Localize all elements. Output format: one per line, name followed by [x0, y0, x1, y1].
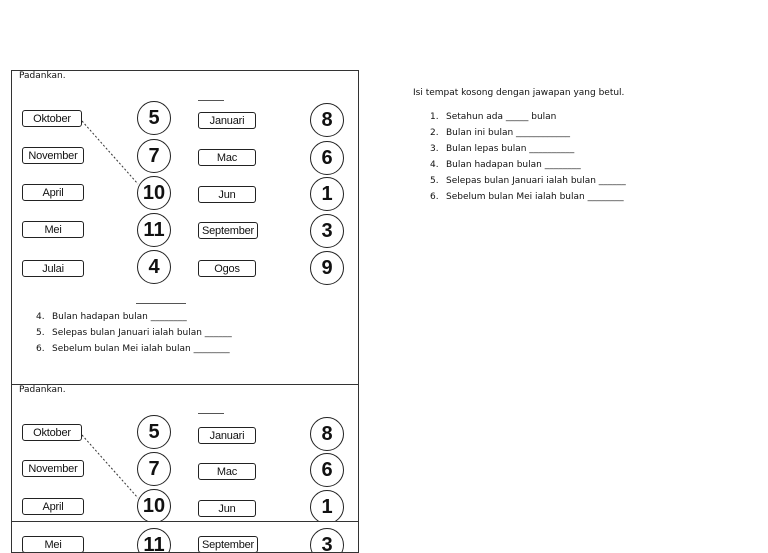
number-badge: 6: [310, 453, 344, 487]
matching-panel-strip: [11, 521, 359, 553]
question-row: 5. Selepas bulan Januari ialah bulan ______: [36, 328, 232, 338]
number-badge: 7: [137, 139, 171, 173]
number-badge: 1: [310, 177, 344, 211]
question-row: 6. Sebelum bulan Mei ialah bulan ________: [36, 344, 230, 354]
mark: [198, 413, 224, 414]
number-badge: 6: [310, 141, 344, 175]
word-card: September: [198, 222, 258, 239]
blank-line: [136, 303, 186, 304]
number-badge: 11: [137, 528, 171, 553]
number-badge: 4: [137, 250, 171, 284]
number-badge: 10: [137, 176, 171, 210]
word-card: Julai: [22, 260, 84, 277]
question-row: 4. Bulan hadapan bulan ________: [430, 160, 581, 170]
number-badge: 8: [310, 417, 344, 451]
word-card: April: [22, 498, 84, 515]
matching-panel: [11, 70, 359, 385]
word-card: Januari: [198, 112, 256, 129]
word-card: Mei: [22, 221, 84, 238]
number-badge: 3: [310, 214, 344, 248]
word-card: Jun: [198, 186, 256, 203]
question-row: 1. Setahun ada _____ bulan: [430, 112, 557, 122]
question-row: 6. Sebelum bulan Mei ialah bulan ________: [430, 192, 624, 202]
word-card: Mac: [198, 149, 256, 166]
word-card: November: [22, 147, 84, 164]
number-badge: 7: [137, 452, 171, 486]
number-badge: 1: [310, 490, 344, 524]
word-card: Ogos: [198, 260, 256, 277]
word-card: Januari: [198, 427, 256, 444]
question-row: 3. Bulan lepas bulan __________: [430, 144, 575, 154]
word-card: Oktober: [22, 110, 82, 127]
number-badge: 5: [137, 101, 171, 135]
word-card: Mac: [198, 463, 256, 480]
question-row: 5. Selepas bulan Januari ialah bulan ______: [430, 176, 626, 186]
word-card: Oktober: [22, 424, 82, 441]
word-card: Jun: [198, 500, 256, 517]
number-badge: 11: [137, 213, 171, 247]
word-card: September: [198, 536, 258, 553]
question-row: 4. Bulan hadapan bulan ________: [36, 312, 187, 322]
word-card: November: [22, 460, 84, 477]
panel-heading: Padankan.: [19, 385, 66, 395]
question-list-partial: [36, 309, 232, 357]
number-badge: 8: [310, 103, 344, 137]
number-badge: 10: [137, 489, 171, 523]
worksheet-title: Isi tempat kosong dengan jawapan yang betul.: [413, 88, 625, 98]
number-badge: 5: [137, 415, 171, 449]
panel-heading: Padankan.: [19, 71, 66, 81]
number-badge: 3: [310, 528, 344, 553]
question-list: [430, 109, 626, 205]
mark: [198, 100, 224, 101]
question-row: 2. Bulan ini bulan ____________: [430, 128, 571, 138]
word-card: Mei: [22, 536, 84, 553]
matching-panel-copy: [11, 384, 359, 525]
number-badge: 9: [310, 251, 344, 285]
word-card: April: [22, 184, 84, 201]
